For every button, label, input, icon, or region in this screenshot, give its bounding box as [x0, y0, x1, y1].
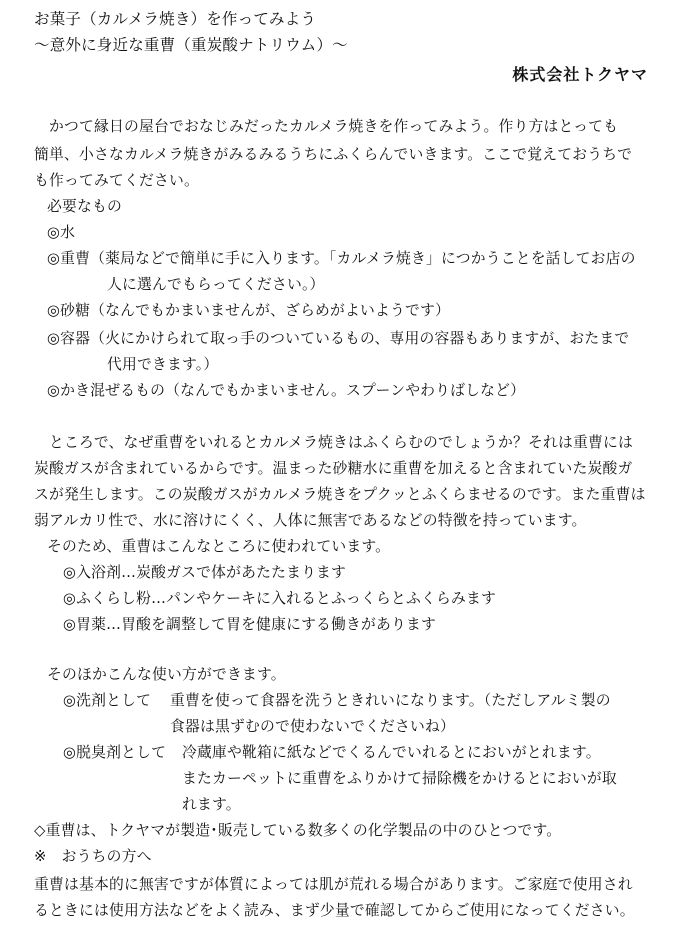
company-name: 株式会社トクヤマ	[512, 65, 648, 84]
needs-item-container: ◎容器（火にかけられて取っ手のついているもの、専用の容器もありますが、おたまで	[47, 330, 630, 347]
uses-item-bath: ◎入浴剤…炭酸ガスで体があたたまります	[63, 564, 347, 581]
intro-line-2: 簡単、小さなカルメラ焼きがみるみるうちにふくらんでいきます。ここで覚えておうちで	[34, 146, 633, 163]
needs-item-water: ◎水	[47, 224, 76, 241]
explanation-line-3: スが発生します。この炭酸ガスがカルメラ焼きをプクッとふくらませるのです。また重曹は	[34, 486, 646, 503]
uses-item-antacid: ◎胃薬…胃酸を調整して胃を健康にする働きがあります	[63, 616, 437, 633]
needs-heading: 必要なもの	[47, 198, 122, 215]
intro-line-3: も作ってみてください。	[34, 172, 199, 189]
deodorant-line-3: れます。	[182, 796, 241, 813]
note-line-1: 重曹は基本的に無害ですが体質によっては肌が荒れる場合があります。ご家庭で使用され	[34, 876, 633, 893]
summary: ◇重曹は、トクヤマが製造･販売している数多くの化学製品の中のひとつです。	[34, 822, 562, 839]
detergent-line-1: 重曹を使って食器を洗うときれいになります。（ただしアルミ製の	[170, 692, 611, 709]
explanation-line-4: 弱アルカリ性で、水に溶けにくく、人体に無害であるなどの特徴を持っています。	[34, 512, 587, 529]
needs-item-baking-soda: ◎重曹（薬局などで簡単に手に入ります。「カルメラ焼き」につかうことを話してお店の	[47, 250, 636, 267]
explanation-line-1: ところで、なぜ重曹をいれるとカルメラ焼きはふくらむのでしょうか？それは重曹には	[34, 434, 633, 451]
needs-item-sugar: ◎砂糖（なんでもかまいませんが、ざらめがよいようです）	[47, 302, 451, 319]
intro-line-1: かつて縁日の屋台でおなじみだったカルメラ焼きを作ってみよう。作り方はとっても	[34, 118, 619, 135]
explanation-line-2: 炭酸ガスが含まれているからです。温まった砂糖水に重曹を加えると含まれていた炭酸ガ	[34, 460, 633, 477]
detergent-label: ◎洗剤として	[63, 692, 152, 709]
needs-item-container-cont: 代用できます。）	[107, 356, 219, 373]
deodorant-line-1: 冷蔵庫や靴箱に紙などでくるんでいれるとにおいがとれます。	[182, 744, 601, 761]
deodorant-label: ◎脱臭剤として	[63, 744, 167, 761]
title-line-2: ～意外に身近な重曹（重炭酸ナトリウム）～	[34, 36, 348, 54]
title-line-1: お菓子（カルメラ焼き）を作ってみよう	[34, 10, 317, 28]
needs-item-baking-soda-cont: 人に選んでもらってください。）	[107, 276, 325, 293]
uses-item-baking-powder: ◎ふくらし粉…パンやケーキに入れるとふっくらとふくらみます	[63, 590, 497, 607]
detergent-line-2: 食器は黒ずむので使わないでくださいね）	[170, 718, 455, 735]
needs-item-stirrer: ◎かき混ぜるもの（なんでもかまいません。スプーンやわりばしなど）	[47, 382, 526, 399]
note-line-2: るときには使用方法などをよく読み、まず少量で確認してからご使用になってください。	[34, 902, 635, 919]
other-uses-intro: そのほかこんな使い方ができます。	[47, 666, 286, 683]
deodorant-line-2: またカーペットに重曹をふりかけて掃除機をかけるとにおいが取	[182, 770, 617, 787]
note-heading: ※ おうちの方へ	[34, 848, 152, 865]
uses-intro: そのため、重曹はこんなところに使われています。	[47, 538, 391, 555]
